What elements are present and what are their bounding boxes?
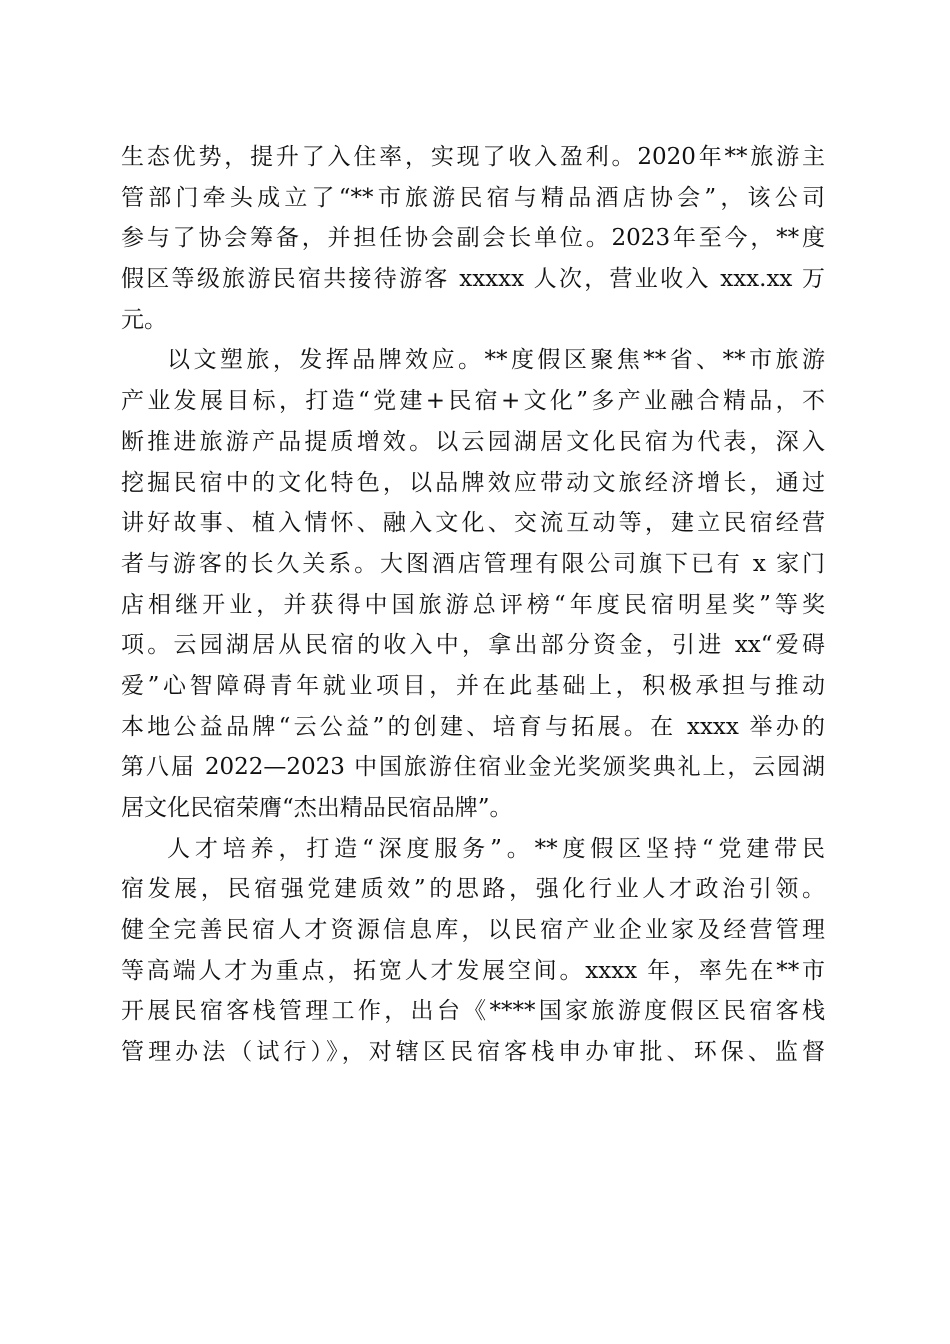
text-line: 元。: [121, 306, 167, 333]
paragraph-talent-training: [121, 829, 825, 1073]
paragraph-ecology-advantage: [121, 137, 825, 340]
text-line: 项。云园湖居从民宿的收入中，拿出部分资金，引进 xx“爱碍: [121, 632, 825, 659]
text-line: 本地公益品牌“云公益”的创建、培育与拓展。在 xxxx 举办的: [121, 713, 825, 740]
text-line: 挖掘民宿中的文化特色，以品牌效应带动文旅经济增长，通过: [121, 469, 825, 496]
text-line: 假区等级旅游民宿共接待游客 xxxxx 人次，营业收入 xxx.xx 万: [121, 266, 825, 293]
text-line: 产业发展目标，打造“党建+民宿+文化”多产业融合精品，不: [121, 388, 825, 415]
text-line: 开展民宿客栈管理工作，出台《****国家旅游度假区民宿客栈: [121, 998, 825, 1025]
text-line: 管理办法（试行）》，对辖区民宿客栈申办审批、环保、监督: [121, 1039, 825, 1066]
text-line: 者与游客的长久关系。大图酒店管理有限公司旗下已有 x 家门: [121, 550, 825, 577]
text-line: 第八届 2022—2023 中国旅游住宿业金光奖颁奖典礼上，云园湖: [121, 754, 825, 781]
text-line: 店相继开业，并获得中国旅游总评榜“年度民宿明星奖”等奖: [121, 591, 825, 618]
text-line: 健全完善民宿人才资源信息库，以民宿产业企业家及经营管理: [121, 917, 825, 944]
text-line: 管部门牵头成立了“**市旅游民宿与精品酒店协会”，该公司: [121, 184, 825, 211]
document-body: [121, 137, 825, 1073]
text-line: 爱”心智障碍青年就业项目，并在此基础上，积极承担与推动: [121, 672, 825, 699]
text-line: 人才培养，打造“深度服务”。**度假区坚持“党建带民: [167, 835, 825, 862]
text-line: 以文塑旅，发挥品牌效应。**度假区聚焦**省、**市旅游: [167, 347, 825, 374]
text-line: 断推进旅游产品提质增效。以云园湖居文化民宿为代表，深入: [121, 428, 825, 455]
text-line: 等高端人才为重点，拓宽人才发展空间。xxxx 年，率先在**市: [121, 957, 825, 984]
text-line: 居文化民宿荣膺“杰出精品民宿品牌”。: [121, 795, 513, 821]
text-line: 生态优势，提升了入住率，实现了收入盈利。2020年**旅游主: [121, 144, 825, 170]
paragraph-brand-effect: [121, 340, 825, 828]
text-line: 参与了协会筹备，并担任协会副会长单位。2023年至今，**度: [121, 225, 825, 252]
text-line: 宿发展，民宿强党建质效”的思路，强化行业人才政治引领。: [121, 876, 825, 903]
text-line: 讲好故事、植入情怀、融入文化、交流互动等，建立民宿经营: [121, 510, 825, 537]
